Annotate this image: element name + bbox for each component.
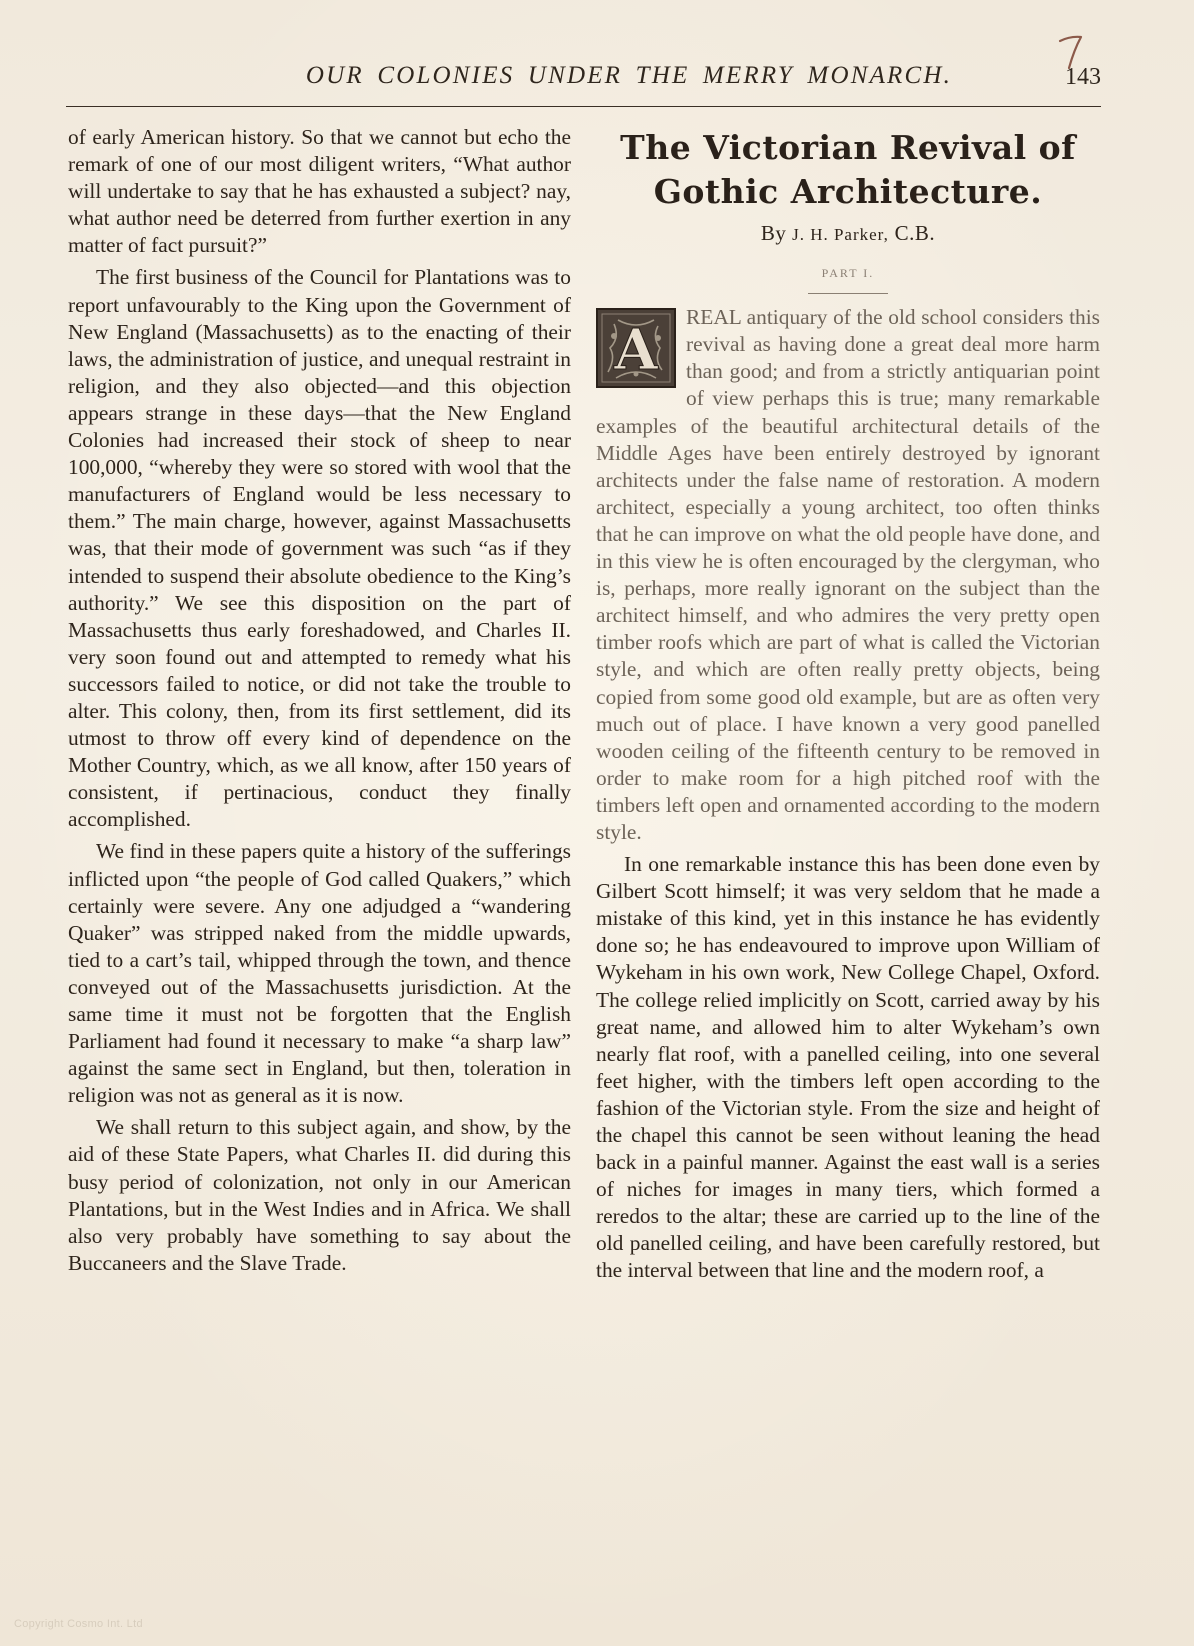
running-title: OUR COLONIES UNDER THE MERRY MONARCH. xyxy=(305,62,953,89)
copyright-notice: Copyright Cosmo Int. Ltd xyxy=(14,1618,143,1630)
drop-cap-illuminated-icon xyxy=(596,308,676,388)
left-paragraph-1: of early American history. So that we cannot but echo the remark of one of our most diligent writers, “What author will undertake to say that he has exhausted a subject? nay, what author need be deterred from further exertion in any matter of fact pursuit?” xyxy=(68,125,571,258)
article-title-line-2: Gothic Architecture. xyxy=(653,172,1043,211)
byline xyxy=(596,220,1100,248)
left-paragraph-2: The first business of the Council for Plantations was to report unfavourably to the King upon the Government of New England (Massachusetts) as to the enacting of their laws, the administration of justice, and unequal restraint in religion, and they also objected—and this objection appears strange in these days—that the New England Colonies had increased their stock of sheep to near 100,000, “whereby they were so stored with wool that the manufacturers of England would be less necessary to them.” The main charge, however, against Massachusetts was, that their mode of government was such “as if they intended to suspend their absolute obedience to the King’s authority.” We see this disposition on the part of Massachusetts thus early foreshadowed, and Charles II. very soon found out and attempted to remedy what his successors failed to notice, or did not take the trouble to alter. This colony, then, from its first settlement, did its utmost to throw off every kind of dependence on the Mother Country, which, as we all know, after 150 years of consistent, if pertinacious, conduct they finally accomplished. xyxy=(68,265,571,832)
running-head xyxy=(66,62,1101,106)
byline-suffix: C.B. xyxy=(894,221,936,245)
right-column xyxy=(596,124,1100,1290)
byline-prefix: By xyxy=(760,221,787,245)
byline-author: J. H. Parker, xyxy=(792,225,889,244)
left-paragraph-4: We shall return to this subject again, and show, by the aid of these State Papers, what Charles II. did during this busy period of colonization, not only in our American Plantations, but in the West Indies and in Africa. We shall also very probably have something to say about the Buccaneers and the Slave Trade. xyxy=(68,1115,571,1275)
article-paragraph-1: REAL antiquary of the old school considers this revival as having done a great deal more harm than good; and from a strictly antiquarian point of view perhaps this is true; many remarkable examples of the beautiful architectural details of the Middle Ages have been entirely destroyed by ignorant architects under the false name of restoration. A modern architect, especially a young architect, too often thinks that he can improve on what the old people have done, and in this view he is often encouraged by the clergyman, who is, perhaps, more really ignorant on the subject than the architect himself, and who admires the very pretty open timber roofs which are part of what is called the Victorian style, and which are often really pretty objects, being copied from some good old example, but are as often very much out of place. I have known a very good panelled wooden ceiling of the fifteenth century to be removed in order to make room for a high pitched roof with the timbers left open and ornamented according to the modern style. xyxy=(596,305,1100,844)
left-paragraph-3: We find in these papers quite a history of the sufferings inflicted upon “the people of God called Quakers,” which certainly were severe. Any one adjudged a “wandering Quaker” was stripped naked from the middle upwards, tied to a cart’s tail, whipped through the town, and thence conveyed out of the Massachusetts jurisdiction. At the same time it must not be forgotten that the English Parliament had found it necessary to make “a sharp law” against the same sect in England, but then, toleration in religion was not as general as it is now. xyxy=(68,839,571,1108)
article-paragraph-2: In one remarkable instance this has been done even by Gilbert Scott himself; it was very seldom that he made a mistake of this kind, yet in this instance he has evidently done so; he has endeavoured to improve upon William of Wykeham in his own work, New College Chapel, Oxford. The college relied implicitly on Scott, carried away by his great name, and allowed him to alter Wykeham’s own nearly flat roof, with a panelled ceiling, into one several feet higher, with the timbers left open according to the fashion of the Victorian style. From the size and height of the chapel this cannot be seen without leaning the head back in a painful manner. Against the east wall is a series of niches for images in many tiers, which formed a reredos to the altar; these are carried up to the line of the old panelled ceiling, and have been carefully restored, but the interval between that line and the modern roof, a xyxy=(596,852,1100,1283)
part-rule xyxy=(808,293,888,294)
page-number: 143 xyxy=(1065,64,1101,90)
article-title-line-1: The Victorian Revival of xyxy=(620,128,1076,167)
article-title xyxy=(596,126,1100,214)
part-label: PART I. xyxy=(821,266,875,281)
drop-cap-letter: A xyxy=(614,317,658,384)
header-rule xyxy=(66,106,1101,107)
opening-section xyxy=(596,304,1100,846)
left-column xyxy=(68,124,571,1282)
